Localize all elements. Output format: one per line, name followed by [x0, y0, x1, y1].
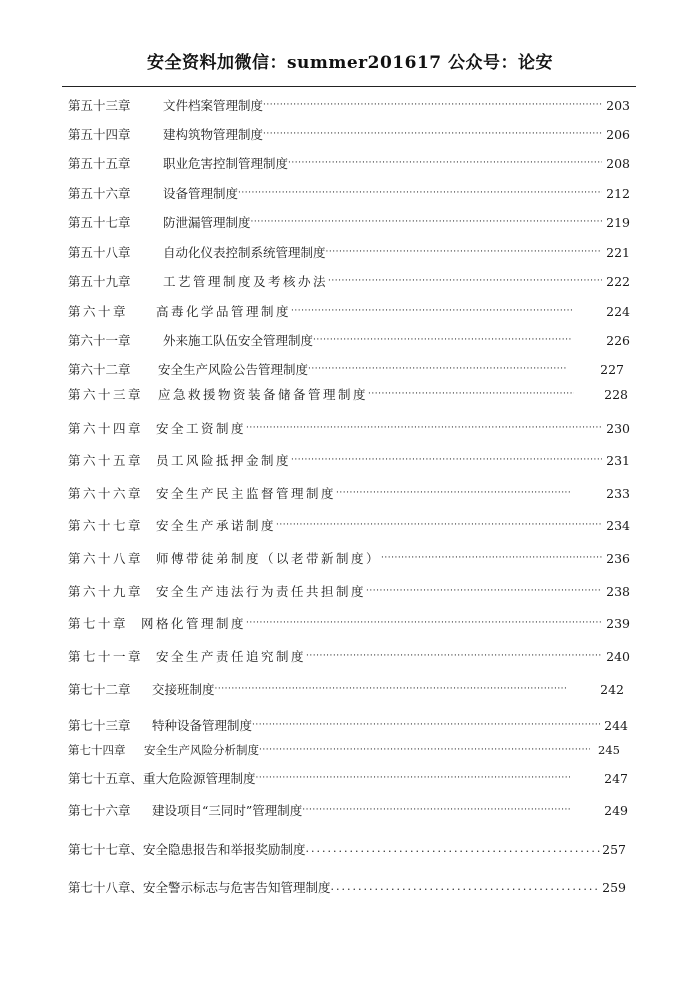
toc-chapter-number: 第七十六章: [68, 803, 131, 818]
toc-page-number: 226: [606, 332, 630, 348]
toc-chapter-number: 第五十八章: [68, 245, 131, 260]
toc-page-number: 239: [606, 615, 630, 631]
toc-page-number: 203: [606, 97, 630, 113]
toc-page-number: 234: [606, 517, 630, 533]
toc-chapter-title: 外来施工队伍安全管理制度: [163, 333, 314, 348]
toc-dot-leader: [251, 213, 602, 231]
toc-chapter-number: 第六十九章: [68, 584, 144, 599]
toc-dot-leader: [331, 878, 600, 896]
toc-chapter-number: 第六十四章: [68, 421, 144, 436]
toc-page-number: 206: [606, 126, 630, 142]
toc-dot-leader: [263, 96, 602, 114]
toc-chapter-title: 高毒化学品管理制度: [156, 304, 292, 319]
toc-dot-leader: [313, 331, 572, 349]
toc-entry-56[interactable]: [68, 184, 630, 202]
toc-dot-leader: [306, 840, 600, 858]
toc-chapter-title: 防泄漏管理制度: [163, 215, 251, 230]
toc-dot-leader: [259, 741, 590, 759]
toc-dot-leader: [252, 716, 600, 734]
toc-chapter-number: 第六十五章: [68, 453, 144, 468]
toc-chapter-title: 交接班制度: [152, 682, 215, 697]
toc-chapter-number: 第五十七章: [68, 215, 131, 230]
header-divider: [62, 86, 636, 87]
toc-page-number: 242: [600, 681, 624, 697]
toc-page-number: 227: [600, 361, 624, 377]
toc-dot-leader: [366, 582, 602, 600]
toc-chapter-number: 第七十一章: [68, 649, 144, 664]
toc-page-number: 219: [606, 214, 630, 230]
toc-chapter-number: 第七十八章、: [68, 880, 144, 895]
toc-entry-53[interactable]: [68, 96, 630, 114]
toc-entry-73[interactable]: [68, 716, 628, 734]
toc-chapter-title: 应急救援物资装备储备管理制度: [158, 387, 369, 402]
toc-dot-leader: [381, 549, 602, 567]
toc-chapter-number: 第六十章: [68, 304, 129, 319]
toc-chapter-title: 安全工资制度: [156, 421, 247, 436]
toc-chapter-title: 安全生产风险分析制度: [144, 743, 259, 757]
toc-chapter-number: 第五十六章: [68, 186, 131, 201]
toc-entry-54[interactable]: [68, 125, 630, 143]
toc-dot-leader: [326, 243, 602, 261]
toc-entry-74[interactable]: [68, 741, 620, 759]
toc-chapter-number: 第七十三章: [68, 718, 131, 733]
toc-dot-leader: [336, 484, 572, 502]
toc-dot-leader: [291, 451, 602, 469]
toc-entry-71[interactable]: [68, 647, 630, 665]
toc-entry-78[interactable]: [68, 878, 626, 896]
toc-page-number: 238: [606, 583, 630, 599]
toc-chapter-number: 第七十二章: [68, 682, 131, 697]
toc-chapter-title: 安全隐患报告和举报奖励制度: [143, 842, 306, 857]
toc-chapter-number: 第六十八章: [68, 551, 144, 566]
toc-page-number: 259: [602, 879, 626, 895]
toc-dot-leader: [246, 419, 602, 437]
toc-entry-72[interactable]: [68, 680, 624, 698]
toc-chapter-title: 重大危险源管理制度: [143, 771, 256, 786]
toc-page-number: 236: [606, 550, 630, 566]
toc-chapter-number: 第六十七章: [68, 518, 144, 533]
toc-dot-leader: [256, 769, 570, 787]
toc-chapter-number: 第七十五章、: [68, 771, 144, 786]
page-header-title: 安全资料加微信：summer201617 公众号：论安: [146, 53, 554, 73]
toc-chapter-title: 安全警示标志与危害告知管理制度: [143, 880, 331, 895]
toc-chapter-number: 第六十二章: [68, 362, 131, 377]
toc-chapter-title: 文件档案管理制度: [163, 98, 264, 113]
toc-page-number: 257: [602, 841, 626, 857]
toc-page-number: 244: [604, 717, 628, 733]
toc-chapter-title: 自动化仪表控制系统管理制度: [163, 245, 326, 260]
toc-entry-62[interactable]: [68, 360, 624, 378]
toc-dot-leader: [291, 302, 572, 320]
toc-chapter-title: 师傅带徒弟制度（以老带新制度）: [156, 551, 382, 566]
toc-page-number: 212: [606, 185, 630, 201]
toc-dot-leader: [215, 680, 566, 698]
toc-dot-leader: [308, 360, 566, 378]
toc-dot-leader: [276, 516, 602, 534]
toc-chapter-title: 安全生产风险公告管理制度: [158, 362, 309, 377]
toc-entry-58[interactable]: [68, 243, 630, 261]
toc-chapter-title: 网格化管理制度: [141, 616, 247, 631]
toc-chapter-number: 第七十章: [68, 616, 129, 631]
toc-entry-70[interactable]: [68, 614, 630, 632]
toc-page-number: 240: [606, 648, 630, 664]
toc-entry-68[interactable]: [68, 549, 630, 567]
toc-chapter-number: 第七十四章: [68, 743, 126, 757]
toc-dot-leader: [246, 614, 602, 632]
toc-chapter-number: 第六十一章: [68, 333, 131, 348]
toc-entry-77[interactable]: [68, 840, 626, 858]
toc-page-number: 247: [604, 770, 628, 786]
toc-entry-61[interactable]: [68, 331, 630, 349]
toc-chapter-number: 第五十四章: [68, 127, 131, 142]
toc-chapter-number: 第七十七章、: [68, 842, 144, 857]
toc-entry-59[interactable]: [68, 272, 630, 290]
toc-entry-75[interactable]: [68, 769, 628, 787]
toc-entry-76[interactable]: [68, 801, 628, 819]
toc-page-number: 221: [606, 244, 630, 260]
toc-dot-leader: [288, 154, 602, 172]
toc-page-number: 230: [606, 420, 630, 436]
toc-chapter-number: 第五十九章: [68, 274, 131, 289]
toc-page-number: 208: [606, 155, 630, 171]
toc-entry-64[interactable]: [68, 419, 630, 437]
toc-chapter-number: 第五十三章: [68, 98, 131, 113]
toc-chapter-title: 安全生产承诺制度: [156, 518, 277, 533]
toc-chapter-title: 建设项目“三同时”管理制度: [152, 803, 303, 818]
toc-dot-leader: [263, 125, 602, 143]
toc-dot-leader: [306, 647, 602, 665]
toc-page-number: 245: [598, 743, 620, 757]
toc-entry-69[interactable]: [68, 582, 630, 600]
toc-entry-67[interactable]: [68, 516, 630, 534]
toc-entry-65[interactable]: [68, 451, 630, 469]
toc-chapter-number: 第五十五章: [68, 156, 131, 171]
toc-chapter-title: 特种设备管理制度: [152, 718, 253, 733]
toc-dot-leader: [302, 801, 570, 819]
toc-page-number: 231: [606, 452, 630, 468]
toc-entry-60[interactable]: [68, 302, 630, 320]
toc-chapter-title: 安全生产违法行为责任共担制度: [156, 584, 367, 599]
toc-page-number: 224: [606, 303, 630, 319]
toc-page-number: 222: [606, 273, 630, 289]
toc-chapter-title: 工艺管理制度及考核办法: [163, 274, 329, 289]
toc-chapter-number: 第六十三章: [68, 387, 144, 402]
toc-entry-55[interactable]: [68, 154, 630, 172]
toc-chapter-title: 职业危害控制管理制度: [163, 156, 289, 171]
toc-chapter-title: 员工风险抵押金制度: [156, 453, 292, 468]
toc-page-number: 249: [604, 802, 628, 818]
toc-dot-leader: [328, 272, 602, 290]
toc-dot-leader: [368, 385, 574, 403]
toc-entry-57[interactable]: [68, 213, 630, 231]
toc-dot-leader: [238, 184, 602, 202]
toc-entry-66[interactable]: [68, 484, 630, 502]
toc-entry-63[interactable]: [68, 385, 628, 403]
toc-chapter-number: 第六十六章: [68, 486, 144, 501]
toc-page-number: 228: [604, 386, 628, 402]
toc-chapter-title: 安全生产责任追究制度: [156, 649, 307, 664]
toc-chapter-title: 设备管理制度: [163, 186, 239, 201]
toc-chapter-title: 安全生产民主监督管理制度: [156, 486, 337, 501]
toc-page-number: 233: [606, 485, 630, 501]
toc-chapter-title: 建构筑物管理制度: [163, 127, 264, 142]
